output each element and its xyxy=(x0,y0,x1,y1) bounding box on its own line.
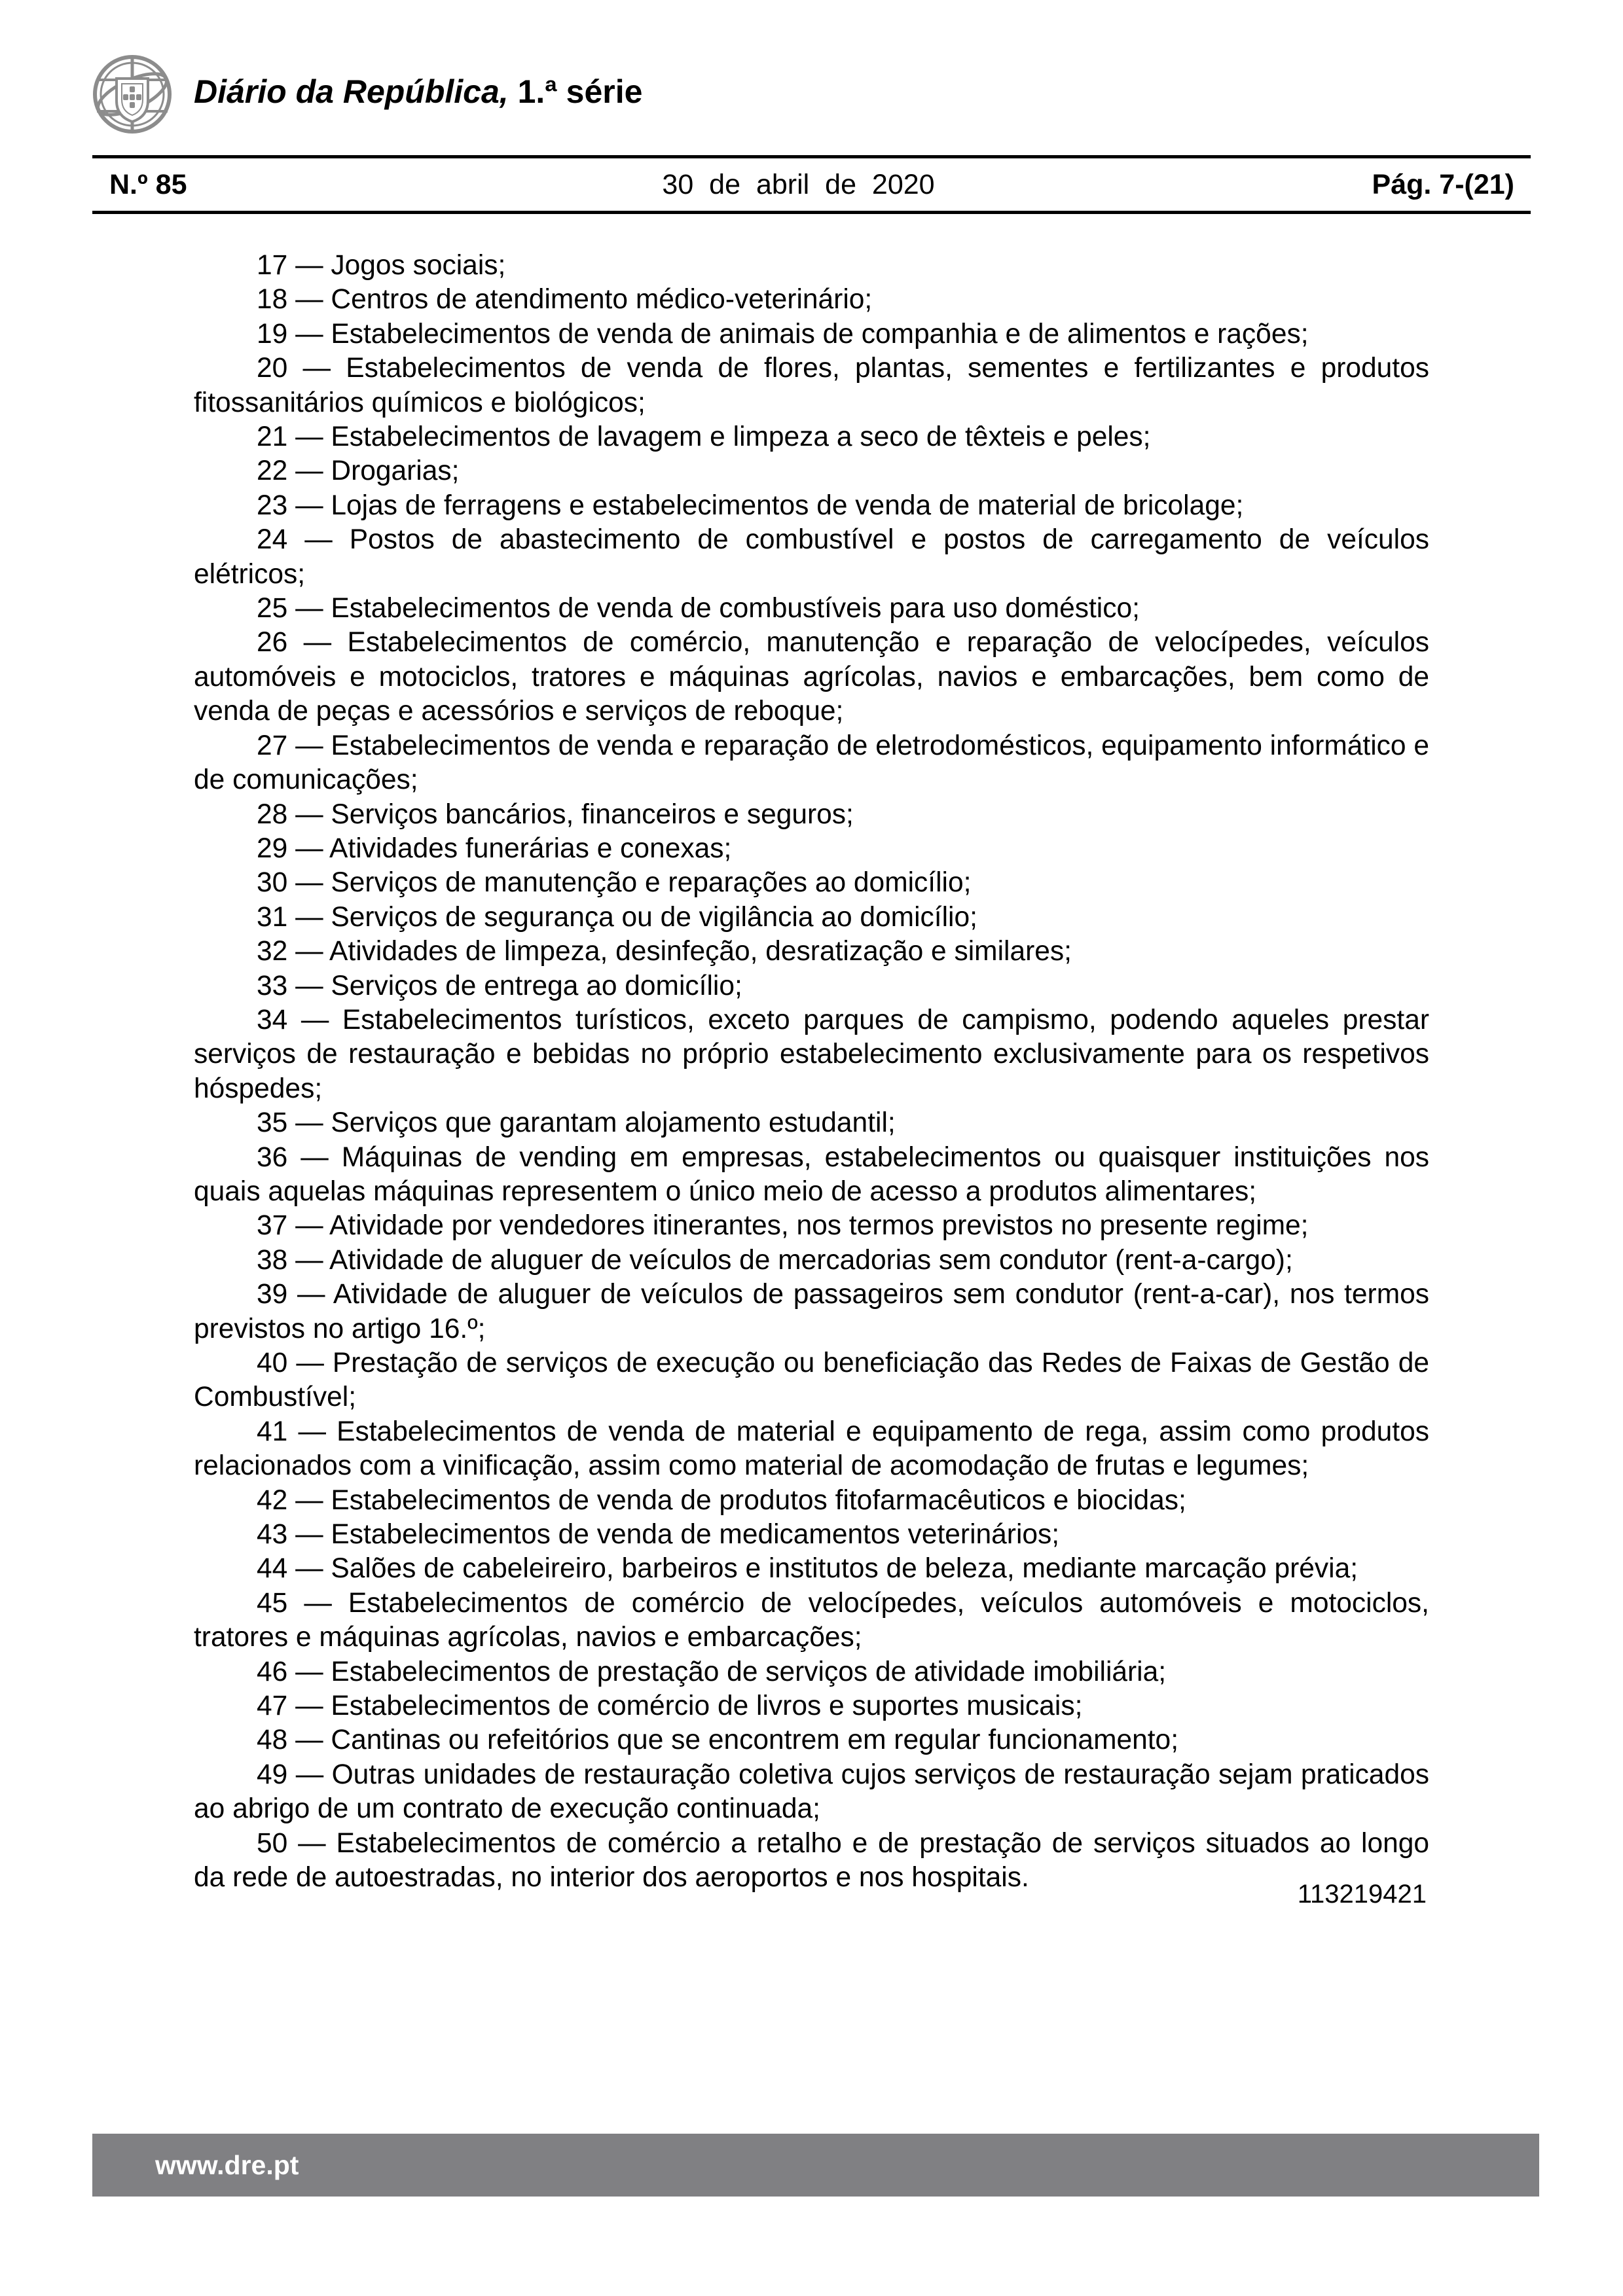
list-item: 27 — Estabelecimentos de venda e reparação de eletrodomésticos, equipamento informático e de comunicações; xyxy=(194,730,1429,796)
list-item: 32 — Atividades de limpeza, desinfeção, desratização e similares; xyxy=(257,936,1072,967)
list-item: 17 — Jogos sociais; xyxy=(257,250,506,281)
website-link[interactable]: www.dre.pt xyxy=(155,2150,299,2180)
list-item: 29 — Atividades funerárias e conexas; xyxy=(257,833,732,864)
list-item: 33 — Serviços de entrega ao domicílio; xyxy=(257,970,742,1001)
list-item: 50 — Estabelecimentos de comércio a retalho e de prestação de serviços situados ao longo da rede de autoestradas, no interior dos aeroportos e nos hospitais. xyxy=(194,1827,1429,1893)
header-rule-top xyxy=(92,155,1531,158)
list-item: 40 — Prestação de serviços de execução ou beneficiação das Redes de Faixas de Gestão de Combustível; xyxy=(194,1348,1429,1413)
publication-title xyxy=(194,72,642,111)
list-item: 24 — Postos de abastecimento de combustível e postos de carregamento de veículos elétricos; xyxy=(194,524,1429,590)
list-item: 45 — Estabelecimentos de comércio de velocípedes, veículos automóveis e motociclos, tratores e máquinas agrícolas, navios e embarcações; xyxy=(194,1587,1429,1653)
list-item: 28 — Serviços bancários, financeiros e seguros; xyxy=(257,798,854,830)
issue-date: 30 de abril de 2020 xyxy=(662,169,935,200)
header-rule-bottom xyxy=(92,211,1531,214)
footer-bar xyxy=(92,2134,1539,2197)
list-item: 37 — Atividade por vendedores itinerantes, nos termos previstos no presente regime; xyxy=(257,1210,1309,1242)
list-item: 25 — Estabelecimentos de venda de combustíveis para uso doméstico; xyxy=(257,593,1140,624)
list-item: 23 — Lojas de ferragens e estabelecimentos de venda de material de bricolage; xyxy=(257,490,1244,521)
list-item: 26 — Estabelecimentos de comércio, manutenção e reparação de velocípedes, veículos automóveis e motociclos, tratores e máquinas agrícolas, navios e embarcações, bem como de venda de peças e acessórios e serviços de reboque; xyxy=(194,627,1429,727)
list-item: 49 — Outras unidades de restauração coletiva cujos serviços de restauração sejam praticados ao abrigo de um contrato de execução continuada; xyxy=(194,1759,1429,1825)
list-item: 35 — Serviços que garantam alojamento estudantil; xyxy=(257,1107,896,1139)
list-item: 44 — Salões de cabeleireiro, barbeiros e institutos de beleza, mediante marcação prévia; xyxy=(257,1553,1359,1585)
list-item: 22 — Drogarias; xyxy=(257,456,460,487)
list-item: 31 — Serviços de segurança ou de vigilância ao domicílio; xyxy=(257,901,977,933)
list-item: 21 — Estabelecimentos de lavagem e limpeza a seco de têxteis e peles; xyxy=(257,422,1151,453)
list-item: 48 — Cantinas ou refeitórios que se encontrem em regular funcionamento; xyxy=(257,1725,1178,1756)
list-item: 47 — Estabelecimentos de comércio de livros e suportes musicais; xyxy=(257,1691,1083,1722)
list-item: 18 — Centros de atendimento médico-veterinário; xyxy=(257,284,873,315)
list-item: 20 — Estabelecimentos de venda de flores, plantas, sementes e fertilizantes e produtos fitossanitários químicos e biológicos; xyxy=(194,353,1429,418)
list-item: 46 — Estabelecimentos de prestação de serviços de atividade imobiliária; xyxy=(257,1656,1167,1687)
list-item: 34 — Estabelecimentos turísticos, exceto parques de campismo, podendo aqueles prestar serviços de restauração e bebidas no próprio estabelecimento exclusivamente para os respetivos hóspedes; xyxy=(194,1004,1429,1104)
list-item: 39 — Atividade de aluguer de veículos de passageiros sem condutor (rent-a-car), nos termos previstos no artigo 16.º; xyxy=(194,1279,1429,1344)
list-item: 30 — Serviços de manutenção e reparações ao domicílio; xyxy=(257,867,972,899)
page-number: Pág. 7-(21) xyxy=(1372,169,1514,200)
coat-of-arms-icon xyxy=(92,54,173,135)
publication-series: 1.ª série xyxy=(508,73,643,110)
list-item: 42 — Estabelecimentos de venda de produtos fitofarmacêuticos e biocidas; xyxy=(257,1484,1186,1516)
list-item: 43 — Estabelecimentos de venda de medicamentos veterinários; xyxy=(257,1519,1060,1551)
document-id: 113219421 xyxy=(1297,1880,1427,1909)
publication-name: Diário da República, xyxy=(194,73,509,110)
document-body xyxy=(194,249,1429,1895)
list-item: 36 — Máquinas de vending em empresas, estabelecimentos ou quaisquer instituições nos quais aquelas máquinas representem o único meio de acesso a produtos alimentares; xyxy=(194,1141,1429,1207)
list-item: 19 — Estabelecimentos de venda de animais de companhia e de alimentos e rações; xyxy=(257,318,1309,350)
list-item: 41 — Estabelecimentos de venda de material e equipamento de rega, assim como produtos relacionados com a vinificação, assim como material de acomodação de frutas e legumes; xyxy=(194,1416,1429,1482)
issue-number: N.º 85 xyxy=(109,169,187,200)
list-item: 38 — Atividade de aluguer de veículos de mercadorias sem condutor (rent-a-cargo); xyxy=(257,1244,1293,1276)
